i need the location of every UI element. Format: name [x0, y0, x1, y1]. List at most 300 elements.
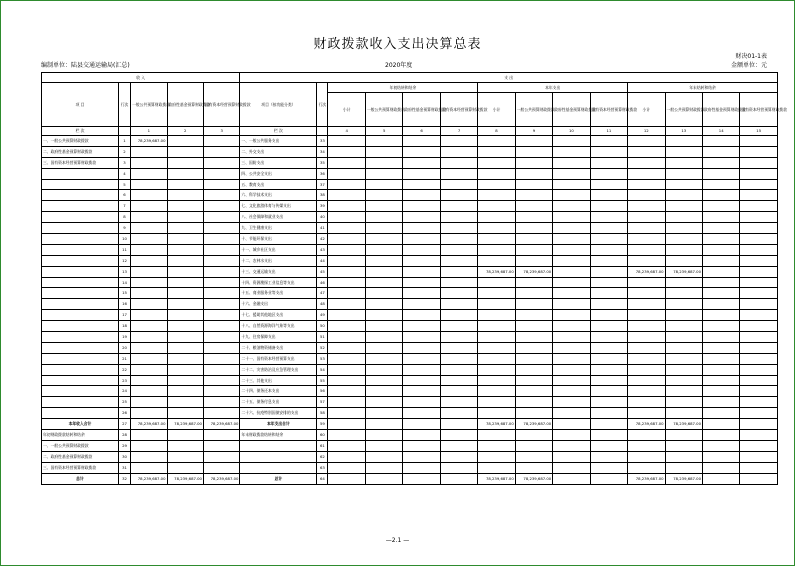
income-row-number: 15 [118, 288, 130, 299]
income-item-label: 三、国有资本经营预算财政拨款 [42, 157, 119, 168]
year-start-total-value [328, 146, 365, 157]
year-start-gen-value [365, 375, 402, 386]
year-start-state-value [440, 321, 477, 332]
current-gen-value: 78,239,687.00 [515, 266, 552, 277]
income-item-label: 总计 [42, 473, 119, 484]
year-end-gov-value [703, 157, 740, 168]
income-row-number: 9 [118, 223, 130, 234]
year-start-state-value [440, 332, 477, 343]
income-state-header: 国有资本经营预算财政拨款 [203, 83, 239, 127]
expense-row-number: 35 [317, 157, 328, 168]
current-gen-value [515, 321, 552, 332]
year-end-gov-value [703, 244, 740, 255]
report-year: 2020年度 [385, 62, 413, 69]
current-state-value [590, 462, 627, 473]
expense-row-number: 38 [317, 190, 328, 201]
table-row [42, 157, 778, 168]
income-item-label: 三、国有资本经营预算财政拨款 [42, 462, 119, 473]
year-end-state-value [740, 136, 778, 147]
year-start-gen-value [365, 451, 402, 462]
income-state-value [203, 201, 239, 212]
year-end-state-value [740, 255, 778, 266]
income-item-label [42, 179, 119, 190]
income-row-number: 10 [118, 234, 130, 245]
income-item-label [42, 321, 119, 332]
income-gen-value [131, 321, 167, 332]
current-gen-value [515, 288, 552, 299]
income-state-value [203, 440, 239, 451]
year-start-gov-value [403, 408, 440, 419]
year-end-total-value [628, 299, 665, 310]
year-end-state-value [740, 201, 778, 212]
income-gov-value [167, 310, 203, 321]
year-end-gen-value [665, 440, 702, 451]
year-start-gov-value [403, 451, 440, 462]
expense-item-label: 十一、城乡社区支出 [240, 244, 317, 255]
current-gov-value [553, 190, 590, 201]
income-state-value [203, 168, 239, 179]
table-row [42, 430, 778, 441]
current-gen-value: 78,239,687.00 [515, 419, 552, 430]
income-gen-value [131, 353, 167, 364]
income-gov-value [167, 430, 203, 441]
table-row [42, 136, 778, 147]
year-start-gov-value [403, 212, 440, 223]
current-state-value [590, 473, 627, 484]
current-gen-value [515, 332, 552, 343]
current-gen-value [515, 299, 552, 310]
year-end-total-value [628, 201, 665, 212]
year-end-gen-value [665, 136, 702, 147]
current-gen-value [515, 342, 552, 353]
current-gov-value [553, 136, 590, 147]
year-end-gov-value [703, 299, 740, 310]
income-gen-value [131, 223, 167, 234]
income-gov-value [167, 353, 203, 364]
year-end-total-value [628, 190, 665, 201]
income-item-label: 二、政府性基金预算财政拨款 [42, 146, 119, 157]
current-state-value [590, 342, 627, 353]
expense-item-label: 五、教育支出 [240, 179, 317, 190]
year-start-gov-value [403, 223, 440, 234]
column-label-cell: 栏 次 [240, 127, 317, 136]
income-section-header: 收 入 [42, 73, 240, 83]
year-end-total-value [628, 408, 665, 419]
year-start-state-value [440, 353, 477, 364]
year-start-total-value [328, 451, 365, 462]
year-start-state-value [440, 310, 477, 321]
current-gen-value [515, 451, 552, 462]
year-start-total-value [328, 408, 365, 419]
year-start-gov-value [403, 190, 440, 201]
current-total-value [478, 332, 515, 343]
expense-item-label: 本年支出合计 [240, 419, 317, 430]
expense-row-number: 42 [317, 234, 328, 245]
current-gen-value [515, 375, 552, 386]
income-item-label [42, 168, 119, 179]
year-start-total-value [328, 179, 365, 190]
income-gov-value [167, 288, 203, 299]
current-gov-value [553, 266, 590, 277]
income-state-value [203, 266, 239, 277]
income-gov-value [167, 223, 203, 234]
income-item-label [42, 408, 119, 419]
current-gen-value [515, 244, 552, 255]
table-row [42, 397, 778, 408]
current-state-value [590, 386, 627, 397]
income-gen-value [131, 179, 167, 190]
expense-item-label: 二十三、其他支出 [240, 375, 317, 386]
year-end-total-value [628, 353, 665, 364]
income-state-value: 78,239,687.00 [203, 419, 239, 430]
current-total-value [478, 408, 515, 419]
year-end-state-value [740, 212, 778, 223]
income-gen-value [131, 288, 167, 299]
income-gov-header: 政府性基金预算财政拨款 [167, 83, 203, 127]
current-state-value [590, 136, 627, 147]
current-gen-value: 78,239,687.00 [515, 473, 552, 484]
year-start-gen-value [365, 299, 402, 310]
year-start-gov-value [403, 310, 440, 321]
current-gen-value [515, 212, 552, 223]
table-row [42, 419, 778, 430]
current-state-value [590, 299, 627, 310]
income-gov-value [167, 234, 203, 245]
expense-item-label: 二十五、债务付息支出 [240, 397, 317, 408]
income-item-label: 年初财政拨款结转和结余 [42, 430, 119, 441]
expense-row-number: 41 [317, 223, 328, 234]
table-row [42, 364, 778, 375]
expense-item-label: 年末财政拨款结转和结余 [240, 430, 317, 441]
current-gen-value [515, 146, 552, 157]
income-gen-value [131, 255, 167, 266]
year-end-gov-value [703, 473, 740, 484]
current-gov-value [553, 310, 590, 321]
income-gen-value [131, 168, 167, 179]
table-row [42, 212, 778, 223]
current-total-value [478, 146, 515, 157]
expense-row-number: 44 [317, 255, 328, 266]
year-start-state-value [440, 430, 477, 441]
year-end-total-value [628, 375, 665, 386]
year-start-state-value [440, 462, 477, 473]
year-start-gov-value [403, 473, 440, 484]
income-gov-value [167, 462, 203, 473]
year-start-gov-value [403, 266, 440, 277]
income-item-label [42, 288, 119, 299]
expense-item-label: 四、公共安全支出 [240, 168, 317, 179]
current-state-value [590, 451, 627, 462]
year-end-gov-value [703, 190, 740, 201]
year-start-gen-value [365, 397, 402, 408]
year-end-gen-value [665, 408, 702, 419]
income-gov-value [167, 179, 203, 190]
expense-item-label: 十五、商业服务业等支出 [240, 288, 317, 299]
current-state-value [590, 255, 627, 266]
current-total-value [478, 234, 515, 245]
expense-item-label: 十八、自然资源海洋气象等支出 [240, 321, 317, 332]
current-gov-value [553, 375, 590, 386]
year-start-gen-value [365, 430, 402, 441]
current-gen-value [515, 190, 552, 201]
year-end-gen-value [665, 386, 702, 397]
year-start-gov-value [403, 136, 440, 147]
income-row-number: 32 [118, 473, 130, 484]
expense-section-header: 支 出 [240, 73, 778, 83]
currency-unit: 金额单位：元 [730, 62, 767, 69]
year-start-state-value [440, 288, 477, 299]
current-gov-value [553, 146, 590, 157]
year-start-total-value [328, 157, 365, 168]
income-row-number: 21 [118, 353, 130, 364]
current-total-value [478, 451, 515, 462]
current-state-value [590, 332, 627, 343]
year-start-gen-value [365, 288, 402, 299]
year-end-gen-value: 78,239,687.00 [665, 473, 702, 484]
table-row [42, 321, 778, 332]
year-end-group-header: 年末结转和结余 [628, 83, 778, 93]
year-start-gen-value [365, 332, 402, 343]
year-end-total-value [628, 430, 665, 441]
year-end-state-value [740, 223, 778, 234]
current-total-value [478, 397, 515, 408]
income-item-label [42, 375, 119, 386]
current-state-value [590, 234, 627, 245]
year-start-state-value [440, 212, 477, 223]
expense-item-label: 七、文化旅游体育与传媒支出 [240, 201, 317, 212]
income-gov-value [167, 277, 203, 288]
current-gov-value [553, 299, 590, 310]
year-start-total-value [328, 212, 365, 223]
income-gen-value [131, 342, 167, 353]
current-state-value [590, 266, 627, 277]
current-gen-value [515, 440, 552, 451]
expense-item-label: 十、节能环保支出 [240, 234, 317, 245]
current-total-value [478, 157, 515, 168]
year-end-total-value [628, 321, 665, 332]
year-end-gov-value [703, 321, 740, 332]
income-gen-value [131, 440, 167, 451]
year-start-state-value [440, 386, 477, 397]
year-end-gov-value [703, 408, 740, 419]
current-gen-value [515, 430, 552, 441]
current-gov-value [553, 473, 590, 484]
year-start-gov-value [403, 332, 440, 343]
report-table [41, 72, 788, 485]
current-total-value [478, 321, 515, 332]
year-end-gen-value [665, 255, 702, 266]
current-total-value [478, 201, 515, 212]
current-state-value [590, 288, 627, 299]
year-end-gen-value [665, 310, 702, 321]
current-state-value [590, 353, 627, 364]
current-total-value [478, 310, 515, 321]
income-state-value [203, 364, 239, 375]
income-rowno-header: 行次 [118, 83, 130, 127]
current-gov-value [553, 212, 590, 223]
year-end-gov-value [703, 234, 740, 245]
year-start-gen-value [365, 190, 402, 201]
expense-row-number: 60 [317, 430, 328, 441]
year-end-total-value [628, 234, 665, 245]
year-end-state-value [740, 375, 778, 386]
year-start-state-value [440, 397, 477, 408]
year-end-state-value [740, 266, 778, 277]
expense-item-label: 二十一、国有资本经营预算支出 [240, 353, 317, 364]
income-state-value: 78,239,687.00 [203, 473, 239, 484]
income-state-value [203, 321, 239, 332]
income-state-value [203, 190, 239, 201]
current-gen-value [515, 223, 552, 234]
expense-item-label: 十二、农林水支出 [240, 255, 317, 266]
current-state-value [590, 321, 627, 332]
year-start-gen-value [365, 179, 402, 190]
table-row [42, 179, 778, 190]
current-total-value [478, 386, 515, 397]
year-start-total-value [328, 473, 365, 484]
year-end-state-value [740, 234, 778, 245]
year-start-state-value [440, 375, 477, 386]
current-gov-value [553, 353, 590, 364]
year-end-gen-value [665, 157, 702, 168]
income-state-value [203, 332, 239, 343]
current-total-value [478, 179, 515, 190]
sub-state-header: 国有资本经营预算财政拨款 [740, 93, 778, 127]
income-gen-value [131, 146, 167, 157]
year-start-total-value [328, 364, 365, 375]
current-total-value [478, 168, 515, 179]
column-number-cell: 8 [478, 127, 515, 136]
current-gov-value [553, 397, 590, 408]
year-start-total-value [328, 419, 365, 430]
year-start-gen-value [365, 473, 402, 484]
income-state-value [203, 234, 239, 245]
current-gov-value [553, 234, 590, 245]
year-end-total-value [628, 255, 665, 266]
year-start-gen-value [365, 408, 402, 419]
year-start-total-value [328, 430, 365, 441]
expense-item-label: 二、外交支出 [240, 146, 317, 157]
income-row-number: 3 [118, 157, 130, 168]
year-start-gen-value [365, 321, 402, 332]
year-end-total-value [628, 136, 665, 147]
year-end-total-value [628, 310, 665, 321]
current-gen-value [515, 234, 552, 245]
year-end-gov-value [703, 255, 740, 266]
expense-row-number: 51 [317, 332, 328, 343]
income-row-number: 23 [118, 375, 130, 386]
year-start-state-value [440, 255, 477, 266]
current-total-value [478, 255, 515, 266]
report-title: 财政拨款收入支出决算总表 [313, 37, 482, 52]
income-item-label [42, 342, 119, 353]
income-state-value [203, 277, 239, 288]
income-row-number: 16 [118, 299, 130, 310]
column-number-cell: 10 [553, 127, 590, 136]
year-start-gen-value [365, 277, 402, 288]
income-gov-value [167, 386, 203, 397]
current-total-value: 78,239,687.00 [478, 419, 515, 430]
year-end-total-value [628, 440, 665, 451]
income-gen-value [131, 212, 167, 223]
current-total-value: 78,239,687.00 [478, 473, 515, 484]
year-end-total-value [628, 364, 665, 375]
income-gen-value: 78,239,687.00 [131, 419, 167, 430]
year-end-gen-value [665, 321, 702, 332]
year-start-gen-value [365, 364, 402, 375]
current-gen-value [515, 386, 552, 397]
year-start-gen-value [365, 310, 402, 321]
current-year-group-header: 本年支出 [478, 83, 628, 93]
income-gov-value [167, 146, 203, 157]
year-end-state-value [740, 473, 778, 484]
column-number-cell: 5 [365, 127, 402, 136]
income-row-number: 1 [118, 136, 130, 147]
expense-item-label: 二十二、灾害防治及应急管理支出 [240, 364, 317, 375]
income-item-label [42, 190, 119, 201]
expense-item-label: 六、科学技术支出 [240, 190, 317, 201]
year-start-total-value [328, 201, 365, 212]
current-state-value [590, 223, 627, 234]
income-gen-value [131, 157, 167, 168]
sub-gov-header: 政府性基金预算财政拨款 [553, 93, 590, 127]
current-total-value [478, 375, 515, 386]
year-start-state-value [440, 364, 477, 375]
expense-row-number: 40 [317, 212, 328, 223]
income-row-number: 22 [118, 364, 130, 375]
current-total-value [478, 190, 515, 201]
year-end-total-value [628, 288, 665, 299]
current-gen-value [515, 277, 552, 288]
table-row [42, 234, 778, 245]
year-end-gen-value [665, 332, 702, 343]
table-row [42, 288, 778, 299]
column-number-cell: 7 [440, 127, 477, 136]
year-end-total-value [628, 386, 665, 397]
income-state-value [203, 462, 239, 473]
expense-item-label: 十六、金融支出 [240, 299, 317, 310]
year-end-total-value [628, 244, 665, 255]
year-start-state-value [440, 440, 477, 451]
income-gen-value [131, 266, 167, 277]
income-gov-value [167, 266, 203, 277]
year-start-total-value [328, 462, 365, 473]
year-end-state-value [740, 419, 778, 430]
year-end-gen-value [665, 212, 702, 223]
table-row [42, 462, 778, 473]
table-row [42, 266, 778, 277]
year-start-gov-value [403, 321, 440, 332]
year-end-gov-value [703, 332, 740, 343]
year-end-gov-value [703, 136, 740, 147]
current-state-value [590, 440, 627, 451]
current-gov-value [553, 223, 590, 234]
year-end-gov-value [703, 462, 740, 473]
current-gov-value [553, 462, 590, 473]
year-end-total-value [628, 451, 665, 462]
year-end-gen-value [665, 277, 702, 288]
table-row [42, 473, 778, 484]
year-end-total-value [628, 212, 665, 223]
current-state-value [590, 310, 627, 321]
income-state-value [203, 255, 239, 266]
year-start-gen-value [365, 212, 402, 223]
current-gen-value [515, 255, 552, 266]
year-end-gen-value [665, 146, 702, 157]
expense-row-number: 49 [317, 310, 328, 321]
year-start-gen-value [365, 266, 402, 277]
expense-item-header: 项目（按功能分类） [240, 83, 317, 127]
